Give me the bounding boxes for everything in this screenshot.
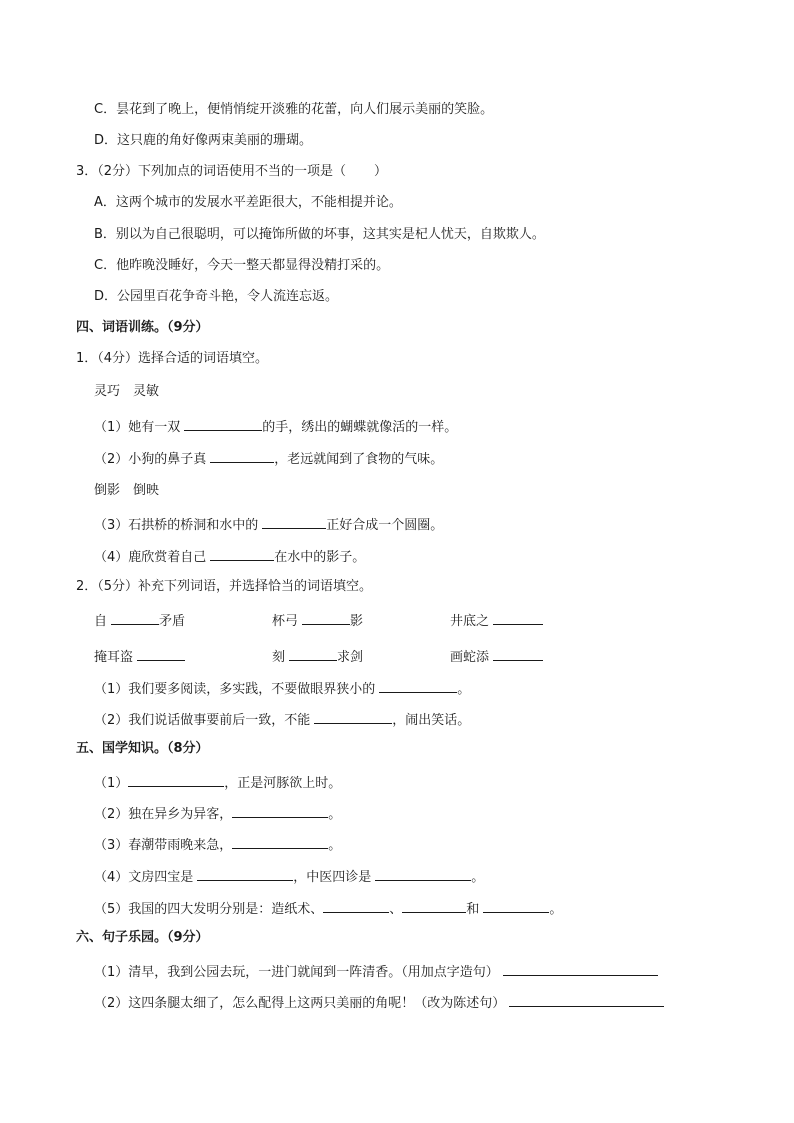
poem-text: ，正是河豚欲上时。 — [224, 776, 342, 791]
idiom-text: 求剑 — [337, 650, 364, 665]
q3-option-a: A．这两个城市的发展水平差距很大，不能相提并论。 — [94, 195, 402, 210]
sentence-text: 。 — [457, 682, 471, 697]
sentence-text: （2）我们说话做事要前后一致，不能 — [94, 713, 311, 728]
idiom-text: 井底之 — [450, 614, 490, 629]
fill-blank[interactable] — [262, 514, 326, 529]
fill-blank[interactable] — [402, 898, 466, 913]
fill-blank[interactable] — [379, 678, 457, 693]
idiom-item-1 — [94, 610, 185, 628]
poem-text: （2）独在异乡为异客， — [94, 807, 233, 822]
idiom-text: 自 — [94, 614, 108, 629]
sec5-line-2 — [94, 803, 341, 821]
sec6-line-2 — [94, 992, 664, 1010]
sec4-q1-sentence-2 — [94, 448, 443, 466]
section-6-heading: 六、句子乐园。（9分） — [76, 930, 209, 945]
sentence-text: 在水中的影子。 — [274, 550, 366, 565]
sentence-text: （1）清早，我到公园去玩，一进门就闻到一阵清香。（用加点字造句） — [94, 965, 499, 980]
fill-blank[interactable] — [210, 448, 274, 463]
knowledge-text: ，中医四诊是 — [293, 870, 372, 885]
sentence-text: ，老远就闻到了食物的气味。 — [274, 452, 444, 467]
sec4-q2-sentence-1 — [94, 678, 470, 696]
sentence-text: （1）她有一双 — [94, 420, 181, 435]
poem-text: 。 — [328, 807, 342, 822]
sentence-text: ，闹出笑话。 — [392, 713, 471, 728]
q3-stem — [76, 163, 387, 181]
sentence-text: （1）我们要多阅读，多实践，不要做眼界狭小的 — [94, 682, 376, 697]
fill-blank[interactable] — [128, 772, 224, 787]
fill-blank[interactable] — [493, 646, 543, 661]
word-group-2: 倒影 倒映 — [94, 483, 160, 498]
fill-blank[interactable] — [483, 898, 549, 913]
word-group-1: 灵巧 灵敏 — [94, 384, 160, 399]
sec4-q1-sentence-3 — [94, 514, 443, 532]
knowledge-text: 。 — [549, 902, 563, 917]
fill-blank[interactable] — [493, 610, 543, 625]
sec5-line-4 — [94, 866, 484, 884]
fill-blank[interactable] — [210, 546, 274, 561]
q3-stem-text: 3．（2分）下列加点的词语使用不当的一项是（ — [76, 164, 347, 179]
knowledge-text: （5）我国的四大发明分别是：造纸术、 — [94, 902, 324, 917]
idiom-item-4 — [94, 646, 185, 664]
q3-stem-close: ） — [374, 164, 388, 179]
idiom-text: 画蛇添 — [450, 650, 490, 665]
sentence-text: （4）鹿欣赏着自己 — [94, 550, 207, 565]
sentence-text: （2）这四条腿太细了，怎么配得上这两只美丽的角呢！（改为陈述句） — [94, 996, 506, 1011]
q3-option-b: B．别以为自己很聪明，可以掩饰所做的坏事，这其实是杞人忧天，自欺欺人。 — [94, 227, 545, 242]
q3-option-d: D．公园里百花争奇斗艳，令人流连忘返。 — [94, 289, 339, 304]
idiom-text: 影 — [350, 614, 364, 629]
fill-blank[interactable] — [232, 834, 328, 849]
section-5-heading: 五、国学知识。（8分） — [76, 741, 209, 756]
sec4-q1-sentence-1 — [94, 416, 457, 434]
poem-text: （1） — [94, 776, 129, 791]
idiom-item-5 — [272, 646, 363, 664]
sec5-line-3 — [94, 834, 341, 852]
fill-blank[interactable] — [232, 803, 328, 818]
fill-blank[interactable] — [111, 610, 159, 625]
sentence-text: （3）石拱桥的桥洞和水中的 — [94, 518, 259, 533]
sentence-text: （2）小狗的鼻子真 — [94, 452, 207, 467]
fill-blank[interactable] — [184, 416, 262, 431]
fill-blank[interactable] — [323, 898, 389, 913]
sec4-q1-sentence-4 — [94, 546, 365, 564]
poem-text: （3）春潮带雨晚来急， — [94, 838, 233, 853]
knowledge-text: 和 — [466, 902, 480, 917]
idiom-text: 掩耳盗 — [94, 650, 134, 665]
knowledge-text: （4）文房四宝是 — [94, 870, 194, 885]
idiom-text: 矛盾 — [159, 614, 186, 629]
fill-blank[interactable] — [137, 646, 185, 661]
section-4-heading: 四、词语训练。（9分） — [76, 320, 209, 335]
sec5-line-1 — [94, 772, 341, 790]
sentence-text: 正好合成一个圆圈。 — [326, 518, 444, 533]
fill-blank[interactable] — [289, 646, 337, 661]
idiom-text: 刻 — [272, 650, 286, 665]
sec4-q1-stem: 1．（4分）选择合适的词语填空。 — [76, 351, 269, 366]
idiom-item-6 — [450, 646, 543, 664]
q3-option-c: C．他昨晚没睡好，今天一整天都显得没精打采的。 — [94, 258, 390, 273]
idiom-text: 杯弓 — [272, 614, 299, 629]
fill-blank[interactable] — [302, 610, 350, 625]
poem-text: 。 — [328, 838, 342, 853]
idiom-item-3 — [450, 610, 543, 628]
answer-line[interactable] — [503, 961, 658, 976]
q2-option-c: C．昙花到了晚上，便悄悄绽开淡雅的花蕾，向人们展示美丽的笑脸。 — [94, 102, 494, 117]
sec4-q2-stem: 2．（5分）补充下列词语，并选择恰当的词语填空。 — [76, 579, 373, 594]
sec4-q2-sentence-2 — [94, 709, 470, 727]
q2-option-d: D．这只鹿的角好像两束美丽的珊瑚。 — [94, 133, 313, 148]
answer-line[interactable] — [509, 992, 664, 1007]
fill-blank[interactable] — [197, 866, 293, 881]
sentence-text: 的手，绣出的蝴蝶就像活的一样。 — [262, 420, 458, 435]
knowledge-text: 、 — [389, 902, 403, 917]
knowledge-text: 。 — [471, 870, 485, 885]
idiom-item-2 — [272, 610, 363, 628]
sec5-line-5 — [94, 898, 562, 916]
fill-blank[interactable] — [375, 866, 471, 881]
fill-blank[interactable] — [314, 709, 392, 724]
sec6-line-1 — [94, 961, 658, 979]
